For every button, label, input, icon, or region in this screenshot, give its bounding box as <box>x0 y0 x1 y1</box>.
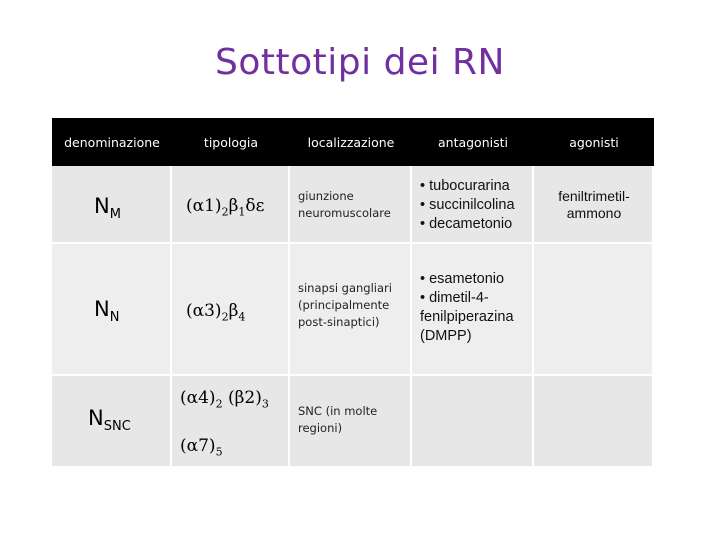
agonists-text: feniltrimetil- ammono <box>558 188 630 221</box>
table-row-2-agonists-cell <box>534 244 654 376</box>
subunit-composition-alt: $(\alpha 7)_5$ <box>180 436 223 459</box>
antagonists-list <box>420 177 515 234</box>
header-tipologia: tipologia <box>172 118 290 166</box>
list-item: • succinilcolina <box>420 197 515 213</box>
header-localizzazione: localizzazione <box>290 118 412 166</box>
table-row-3-type-cell <box>172 376 290 468</box>
table-row-2-type-cell <box>172 244 290 376</box>
antagonists-list <box>420 270 514 346</box>
subunit-composition: $(\alpha 1)_2\beta_1\delta\varepsilon$ <box>186 196 265 219</box>
header-denominazione: denominazione <box>52 118 172 166</box>
slide-title: Sottotipi dei RN <box>215 42 505 83</box>
subunit-composition: $(\alpha 3)_2\beta_4$ <box>186 301 246 324</box>
table-row-1-type-cell <box>172 166 290 244</box>
list-item: • esametonio <box>420 271 505 287</box>
table-row-3-antagonists-cell <box>412 376 534 468</box>
location-text: giunzione neuromuscolare <box>298 189 391 220</box>
receptor-subtypes-table <box>52 118 654 468</box>
table-row-1-antagonists-cell <box>412 166 534 244</box>
table-row-3-agonists-cell <box>534 376 654 468</box>
list-item: • decametonio <box>420 216 513 232</box>
table-row-3-name-cell <box>52 376 172 468</box>
list-item: • tubocurarina <box>420 178 510 194</box>
table-row-2-antagonists-cell <box>412 244 534 376</box>
location-text: SNC (in molte regioni) <box>298 404 378 435</box>
header-agonisti: agonisti <box>534 118 654 166</box>
table-row-2-name-cell <box>52 244 172 376</box>
list-item: fenilpiperazina <box>420 309 514 325</box>
receptor-name: $N_N$ <box>94 297 120 326</box>
table-row-2-location-cell <box>290 244 412 376</box>
location-text: sinapsi gangliari (principalmente post-sinaptici) <box>298 281 392 329</box>
table-row-1-name-cell <box>52 166 172 244</box>
table-row-1-agonists-cell <box>534 166 654 244</box>
table-row-1-location-cell <box>290 166 412 244</box>
subunit-composition: $(\alpha 4)_2$ $(\beta 2)_3$ <box>180 388 269 411</box>
receptor-name: $N_M$ <box>94 194 121 223</box>
list-item: (DMPP) <box>420 328 472 344</box>
table-row-3-location-cell <box>290 376 412 468</box>
list-item: • dimetil-4- <box>420 290 489 306</box>
receptor-name: $N_{SNC}$ <box>88 406 131 435</box>
header-antagonisti: antagonisti <box>412 118 534 166</box>
